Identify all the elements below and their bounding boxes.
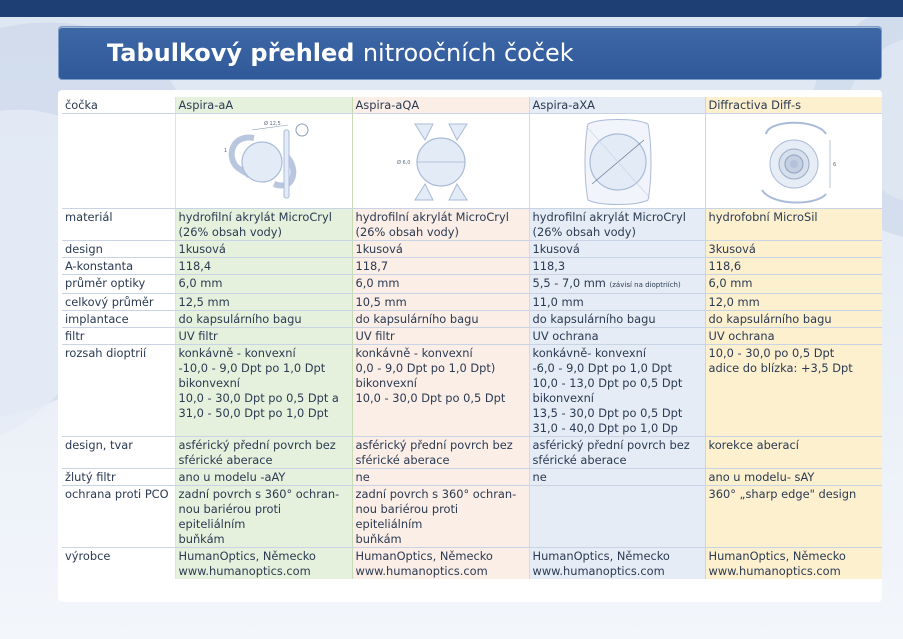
row-label: filtr <box>62 328 175 345</box>
lens-comparison-table <box>62 97 882 580</box>
row-manufacturer <box>62 548 882 580</box>
row-label: materiál <box>62 209 175 241</box>
column-header-aspira-axa: Aspira-aXA <box>529 97 705 114</box>
table-cell: HumanOptics, Německo www.humanoptics.com <box>532 549 670 578</box>
table-cell: 10,0 - 30,0 po 0,5 Dpt adice do blízka: +3,5 Dpt <box>708 346 853 375</box>
table-cell: HumanOptics, Německo www.humanoptics.com <box>178 549 316 578</box>
table-cell: UV ochrana <box>708 329 775 343</box>
table-cell: 12,0 mm <box>708 295 760 309</box>
row-label: design, tvar <box>62 437 175 469</box>
table-cell: ano u modelu -aAY <box>178 470 286 484</box>
row-label: žlutý filtr <box>62 469 175 486</box>
row-diopter-range <box>62 345 882 437</box>
table-cell: do kapsulárního bagu <box>532 312 656 326</box>
page-title-light: nitroočních čoček <box>362 39 574 67</box>
table-cell: do kapsulárního bagu <box>355 312 479 326</box>
page-title-bold: Tabulkový přehled <box>107 39 355 67</box>
row-label: implantace <box>62 311 175 328</box>
table-cell: 118,6 <box>708 259 742 273</box>
table-cell: asférický přední povrch bez sférické aberace <box>355 438 513 467</box>
aspira-aqa-lens-image <box>353 114 529 208</box>
table-cell: 6,0 mm <box>708 276 753 290</box>
aspira-aqa-diameter-label: Ø 6,0 <box>396 160 410 166</box>
diffractiva-lens-image <box>706 114 882 208</box>
table-cell: hydrofobní MicroSil <box>708 210 818 224</box>
top-bar <box>0 0 903 17</box>
row-optic-diameter <box>62 275 882 294</box>
lens-image-row <box>62 114 882 209</box>
diffractiva-diameter-label: 6 <box>832 162 836 168</box>
row-label: celkový průměr <box>62 294 175 311</box>
table-cell: ano u modelu- sAY <box>708 470 815 484</box>
row-design <box>62 241 882 258</box>
table-cell: do kapsulárního bagu <box>708 312 832 326</box>
row-design-shape <box>62 437 882 469</box>
table-cell: ne <box>355 470 370 484</box>
table-cell: 118,7 <box>355 259 389 273</box>
table-cell: hydrofilní akrylát MicroCryl (26% obsah vody) <box>178 210 332 239</box>
table-cell: 6,0 mm <box>178 276 223 290</box>
table-cell: konkávně - konvexní 0,0 - 9,0 Dpt po 1,0 Dpt) bikonvexní 10,0 - 30,0 Dpt po 0,5 Dpt <box>355 346 506 405</box>
table-cell: 5,5 - 7,0 mm <box>532 276 606 290</box>
table-cell: asférický přední povrch bez sférické aberace <box>532 438 690 467</box>
table-cell: konkávně- konvexní -6,0 - 9,0 Dpt po 1,0 Dpt 10,0 - 13,0 Dpt po 0,5 Dpt bikonvexní 13,5 - 30,0 Dpt po 0,5 Dpt 31,0 - 40,0 Dpt po 1,0 Dp <box>532 346 683 435</box>
table-cell: 3kusová <box>708 242 756 256</box>
table-cell: UV ochrana <box>532 329 599 343</box>
table-cell: do kapsulárního bagu <box>178 312 302 326</box>
aspira-aa-lens-image <box>176 114 352 208</box>
table-cell: 1kusová <box>178 242 226 256</box>
table-cell: UV filtr <box>178 329 218 343</box>
header-label: čočka <box>62 97 175 114</box>
column-header-aspira-aqa: Aspira-aQA <box>352 97 529 114</box>
row-label: ochrana proti PCO <box>62 486 175 548</box>
title-banner <box>58 26 882 80</box>
table-cell: zadní povrch s 360° ochran- nou bariérou proti epiteliálním buňkám <box>178 487 340 546</box>
table-cell: 11,0 mm <box>532 295 584 309</box>
row-yellow-filter <box>62 469 882 486</box>
table-cell: 118,3 <box>532 259 566 273</box>
table-cell: 360° „sharp edge" design <box>708 487 857 501</box>
lens-diagram-aspira-aa <box>175 114 352 209</box>
table-cell: 12,5 mm <box>178 295 230 309</box>
row-label: design <box>62 241 175 258</box>
table-cell: ne <box>532 470 547 484</box>
aspira-axa-lens-image <box>530 114 706 208</box>
table-cell: 1kusová <box>355 242 403 256</box>
row-implantation <box>62 311 882 328</box>
row-a-constant <box>62 258 882 275</box>
table-cell: 6,0 mm <box>355 276 400 290</box>
row-filter <box>62 328 882 345</box>
table-cell: konkávně - konvexní -10,0 - 9,0 Dpt po 1,0 Dpt bikonvexní 10,0 - 30,0 Dpt po 0,5 Dpt a 31,0 - 50,0 Dpt po 1,0 Dpt <box>178 346 339 420</box>
table-cell: zadní povrch s 360° ochran- nou bariérou proti epiteliálním buňkám <box>355 487 517 546</box>
aspira-aa-diameter-label: Ø 12,5 <box>263 121 281 127</box>
row-label: výrobce <box>62 548 175 580</box>
header-row <box>62 97 882 114</box>
row-label: průměr optiky <box>62 275 175 294</box>
table-cell: hydrofilní akrylát MicroCryl (26% obsah vody) <box>355 210 509 239</box>
row-material <box>62 209 882 241</box>
row-pco-protection <box>62 486 882 548</box>
column-header-diffractiva: Diffractiva Diff-s <box>705 97 882 114</box>
table-cell: asférický přední povrch bez sférické aberace <box>178 438 336 467</box>
page-title <box>107 39 574 67</box>
table-cell: 118,4 <box>178 259 212 273</box>
table-cell-note: (závisí na dioptriích) <box>609 281 681 289</box>
row-total-diameter <box>62 294 882 311</box>
table-cell: HumanOptics, Německo www.humanoptics.com <box>708 549 846 578</box>
row-label: A-konstanta <box>62 258 175 275</box>
table-cell: 1kusová <box>532 242 580 256</box>
lens-diagram-diffractiva <box>705 114 882 209</box>
svg-text:1: 1 <box>223 148 227 154</box>
lens-diagram-aspira-aqa <box>352 114 529 209</box>
table-cell: hydrofilní akrylát MicroCryl (26% obsah vody) <box>532 210 686 239</box>
column-header-aspira-aa: Aspira-aA <box>175 97 352 114</box>
table-cell: UV filtr <box>355 329 395 343</box>
table-cell: 10,5 mm <box>355 295 407 309</box>
row-label: rozsah dioptrií <box>62 345 175 437</box>
table-cell: HumanOptics, Německo www.humanoptics.com <box>355 549 493 578</box>
lens-diagram-aspira-axa <box>529 114 705 209</box>
table-cell: korekce aberací <box>708 438 799 452</box>
